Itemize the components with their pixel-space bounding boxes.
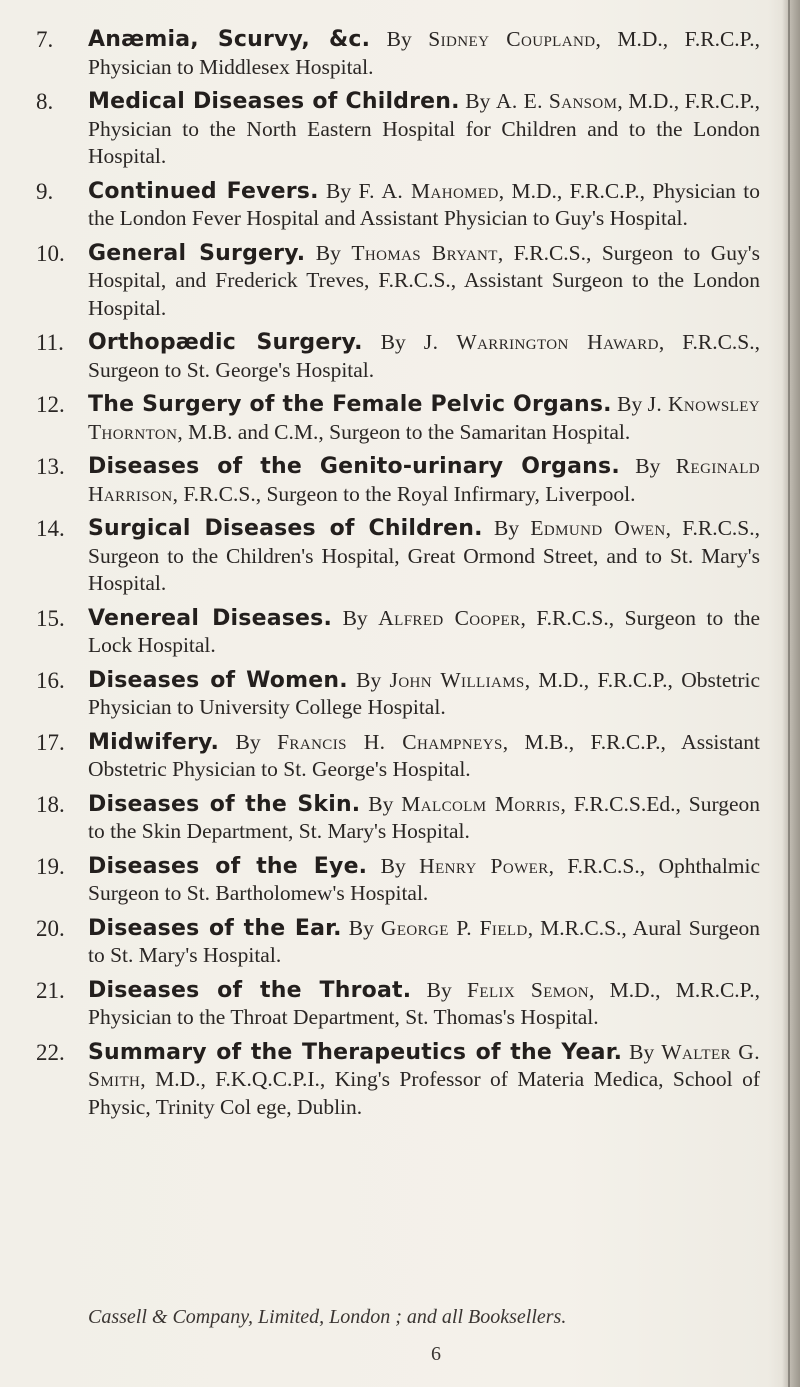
entry-author: F. A. Mahomed xyxy=(358,178,499,203)
list-item xyxy=(0,391,780,446)
entry-number: 22. xyxy=(36,1039,65,1065)
entry-number: 17. xyxy=(36,729,65,755)
entry-number: 15. xyxy=(36,605,65,631)
entry-title: The Surgery of the Female Pelvic Organs. xyxy=(88,392,612,417)
entry-details: , M.B. and C.M., Surgeon to the Samaritan Hospital. xyxy=(177,419,631,444)
entry-title: Summary of the Therapeutics of the Year. xyxy=(88,1039,623,1065)
entry-number: 8. xyxy=(36,89,54,114)
entry-details: , M.D., F.R.C.P., Physician to the London Fever Hospital and Assistant Physician to Guy's Hospital. xyxy=(88,178,761,230)
list-item xyxy=(0,915,780,970)
entry-details: , F.R.C.S., Surgeon to Guy's Hospital, and Frederick Treves, F.R.C.S., Assistant Surgeon to the London Hospital. xyxy=(88,240,761,320)
list-item xyxy=(0,178,780,233)
entry-by: By xyxy=(635,454,661,478)
entry-author: John Williams xyxy=(389,667,525,692)
entry-details: , F.R.C.S.Ed., Surgeon to the Skin Department, St. Mary's Hospital. xyxy=(88,791,761,843)
entry-author: Walter G. Smith xyxy=(88,1039,760,1091)
entry-author: Reginald Harrison xyxy=(88,454,760,506)
entry-details: , F.R.C.S., Ophthalmic Surgeon to St. Bartholomew's Hospital. xyxy=(88,853,761,905)
entry-author: Thomas Bryant xyxy=(351,240,498,265)
list-item xyxy=(0,729,780,784)
entry-by: By xyxy=(494,516,520,540)
entry-author: A. E. Sansom xyxy=(495,89,618,113)
entry-number: 10. xyxy=(36,240,65,266)
entry-number: 19. xyxy=(36,853,65,879)
entry-title: Diseases of the Eye. xyxy=(88,853,368,879)
entry-by: By xyxy=(380,853,406,878)
entry-number: 13. xyxy=(36,454,65,479)
entry-details: , F.R.C.S., Surgeon to the Royal Infirmary, Liverpool. xyxy=(172,481,636,506)
entry-details: , F.R.C.S., Surgeon to the Children's Hospital, Great Ormond Street, and to St. Mary's Hospital. xyxy=(88,516,760,595)
entry-by: By xyxy=(368,791,394,816)
list-item xyxy=(0,329,780,384)
list-item xyxy=(0,977,780,1032)
entry-details: , M.D., F.K.Q.C.P.I., King's Professor of Materia Medica, School of Physic, Trinity Col ege, Dublin. xyxy=(88,1067,760,1119)
entry-author: J. Knowsley Thornton xyxy=(88,392,761,444)
entry-title: Orthopædic Surgery. xyxy=(88,330,363,355)
list-item xyxy=(0,1039,780,1122)
entry-author: Felix Semon xyxy=(467,977,589,1002)
entry-number: 7. xyxy=(36,27,54,52)
entry-title: Surgical Diseases of Children. xyxy=(88,516,483,541)
entry-title: Diseases of the Ear. xyxy=(88,915,342,941)
entry-by: By xyxy=(235,729,261,754)
list-item xyxy=(0,853,780,908)
entry-number: 11. xyxy=(36,330,64,355)
page-edge-line xyxy=(788,0,790,1387)
entry-by: By xyxy=(629,1039,655,1064)
entry-by: By xyxy=(342,605,368,630)
entry-title: Venereal Diseases. xyxy=(88,605,333,631)
entry-author: Sidney Coupland xyxy=(428,27,596,51)
entry-details: , F.R.C.S., Surgeon to St. George's Hospital. xyxy=(88,330,761,382)
entry-number: 16. xyxy=(36,667,65,693)
entry-title: Diseases of the Genito-urinary Organs. xyxy=(88,454,620,479)
entry-by: By xyxy=(380,330,406,354)
entry-title: Anæmia, Scurvy, &c. xyxy=(88,27,371,52)
entry-number: 14. xyxy=(36,516,65,541)
entry-number: 9. xyxy=(36,178,54,204)
entry-title: Continued Fevers. xyxy=(88,178,319,204)
entry-author: J. Warrington Haward xyxy=(423,330,659,354)
list-item xyxy=(0,240,780,323)
entry-by: By xyxy=(348,915,374,940)
entry-author: Edmund Owen xyxy=(530,516,666,540)
list-item xyxy=(0,605,780,660)
page-number: 6 xyxy=(431,1343,441,1365)
list-item xyxy=(0,453,780,508)
entry-by: By xyxy=(315,240,341,265)
entry-by: By xyxy=(356,667,382,692)
list-item xyxy=(0,791,780,846)
entry-by: By xyxy=(386,27,412,51)
list-item xyxy=(0,667,780,722)
entry-details: , M.D., F.R.C.P., Physician to Middlesex Hospital. xyxy=(88,27,761,79)
entry-by: By xyxy=(617,392,643,416)
entry-details: , M.B., F.R.C.P., Assistant Obstetric Physician to St. George's Hospital. xyxy=(88,729,761,781)
list-item xyxy=(0,26,780,81)
entry-details: , M.D., M.R.C.P., Physician to the Throat Department, St. Thomas's Hospital. xyxy=(88,977,760,1029)
entry-author: George P. Field xyxy=(380,915,528,940)
entry-title: Midwifery. xyxy=(88,729,220,755)
entry-by: By xyxy=(426,977,452,1002)
entry-author: Alfred Cooper xyxy=(378,605,521,630)
entry-author: Malcolm Morris xyxy=(401,791,561,816)
entry-author: Henry Power xyxy=(419,853,549,878)
entry-details: , M.R.C.S., Aural Surgeon to St. Mary's Hospital. xyxy=(88,915,761,967)
entry-title: Diseases of the Skin. xyxy=(88,791,361,817)
entry-number: 18. xyxy=(36,791,65,817)
entry-number: 21. xyxy=(36,977,65,1003)
entry-details: , M.D., F.R.C.P., Physician to the North Eastern Hospital for Children and to the London Hospital. xyxy=(88,89,761,168)
entry-title: General Surgery. xyxy=(88,240,306,266)
entry-details: , M.D., F.R.C.P., Obstetric Physician to University College Hospital. xyxy=(88,667,761,719)
publisher-footer: Cassell & Company, Limited, London ; and all Booksellers. xyxy=(88,1306,567,1328)
entry-number: 20. xyxy=(36,915,65,941)
entry-title: Medical Diseases of Children. xyxy=(88,89,460,114)
entry-list xyxy=(0,26,780,1128)
page-edge-shadow xyxy=(782,0,800,1387)
entry-details: , F.R.C.S., Surgeon to the Lock Hospital. xyxy=(88,605,760,657)
entry-number: 12. xyxy=(36,392,65,417)
list-item xyxy=(0,88,780,171)
entry-by: By xyxy=(465,89,491,113)
list-item xyxy=(0,515,780,598)
entry-author: Francis H. Champneys xyxy=(277,729,503,754)
entry-by: By xyxy=(326,178,352,203)
entry-title: Diseases of Women. xyxy=(88,667,348,693)
entry-title: Diseases of the Throat. xyxy=(88,977,412,1003)
